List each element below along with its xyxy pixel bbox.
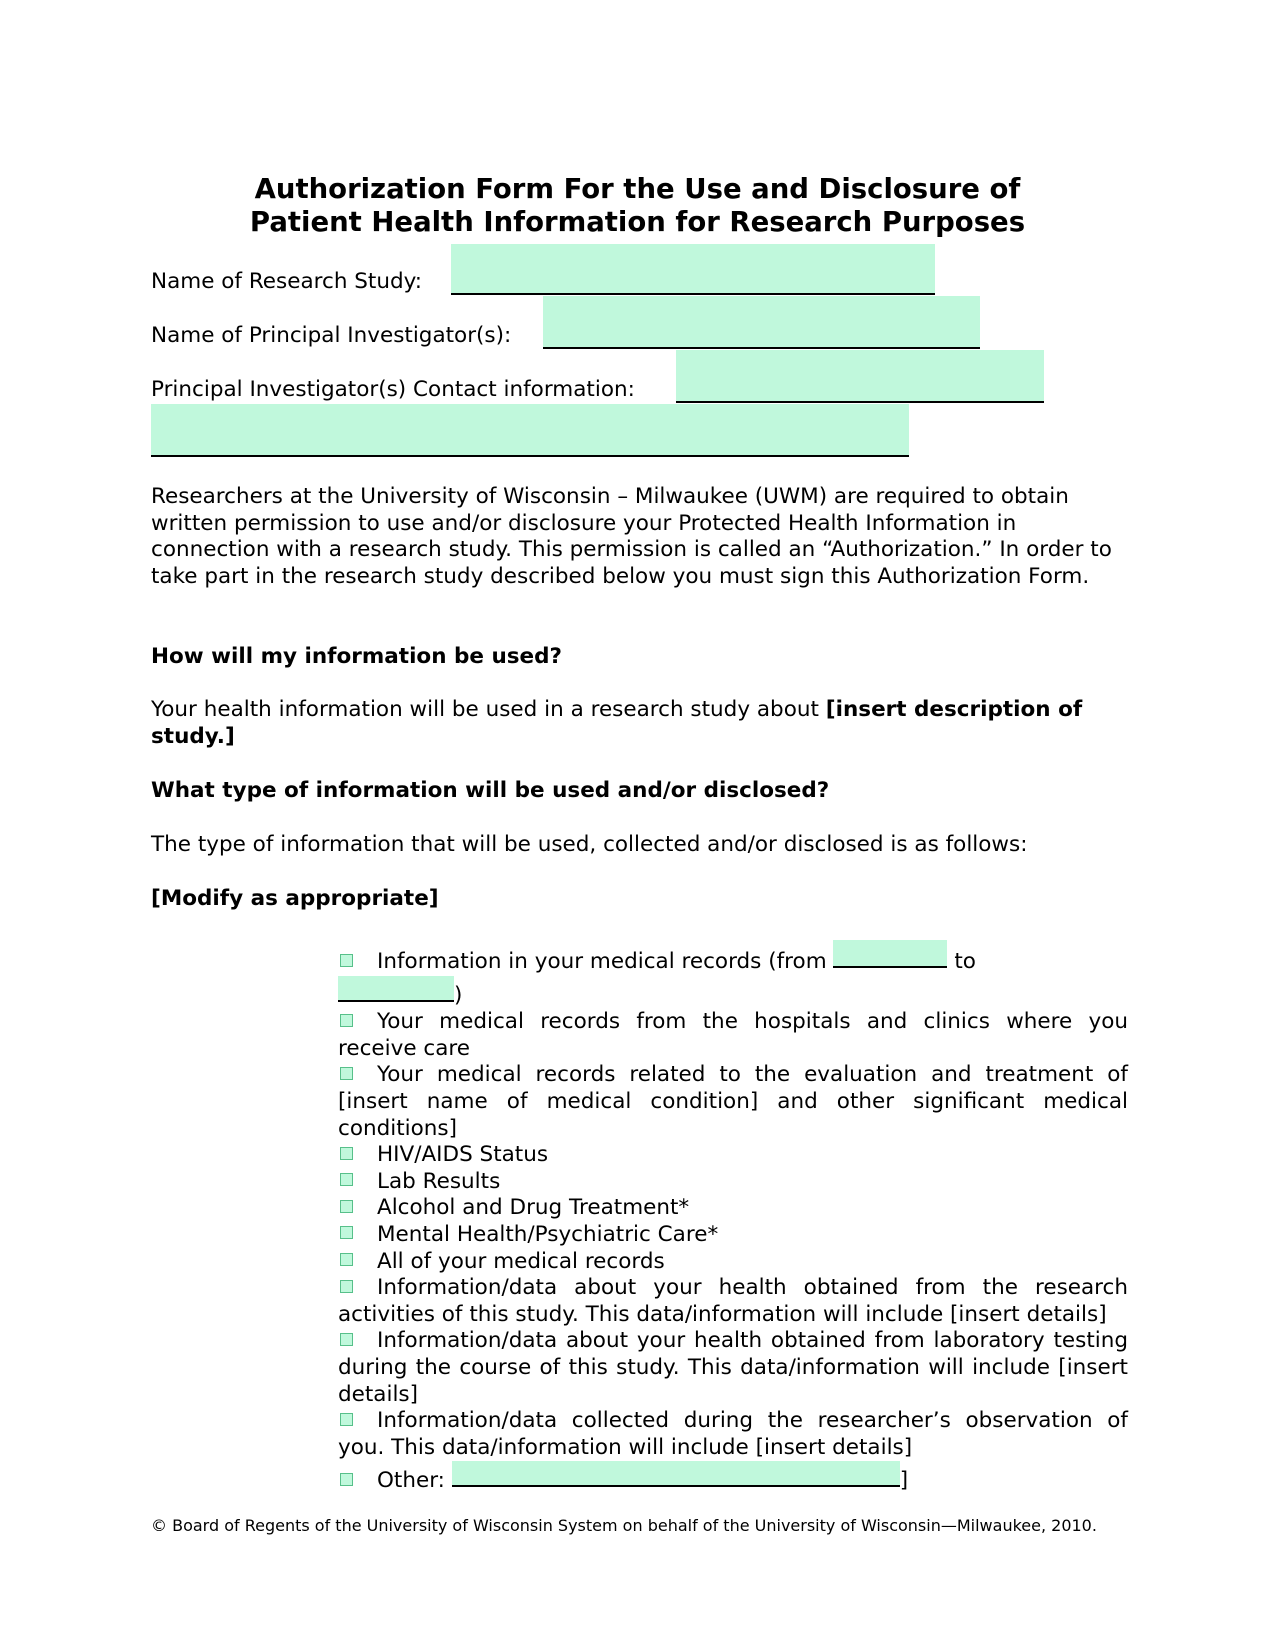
item-label: Lab Results [377,1168,501,1194]
section-type-info [151,778,1126,805]
checkbox-lab-results[interactable] [340,1173,353,1186]
to-date-field[interactable] [338,976,454,1002]
item-label: HIV/AIDS Status [377,1142,549,1168]
modify-note-block [151,886,1126,913]
checkbox-medical-records-range[interactable] [340,954,353,967]
list-item [338,1142,1128,1169]
pi-contact-field[interactable] [676,350,1044,403]
list-item [338,1461,1128,1495]
checkbox-hospital-records[interactable] [340,1014,353,1027]
study-name-label: Name of Research Study: [151,269,423,294]
list-item [338,1249,1128,1276]
from-date-field[interactable] [833,940,947,968]
document-title [0,173,1275,239]
item-label: All of your medical records [377,1248,665,1274]
list-item [338,940,1128,1009]
list-item [338,1222,1128,1249]
checkbox-hiv-status[interactable] [340,1147,353,1160]
copyright-footer: © Board of Regents of the University of Wisconsin System on behalf of the University of Wisconsin—Milwaukee, 2010. [151,1516,1097,1535]
other-field[interactable] [452,1461,900,1487]
list-item [338,1009,1128,1062]
item-label: Information/data about your health obtained from laboratory testing during the course of this study. This data/information will include [insert details] [338,1328,1128,1407]
modify-note: [Modify as appropriate] [151,886,439,911]
study-name-field[interactable] [451,244,935,295]
item-label: Information/data collected during the researcher’s observation of you. This data/information will include [insert details] [338,1408,1128,1460]
item-label-close: ] [899,1468,909,1494]
intro-paragraph [151,484,1126,590]
item-label: Other: [377,1468,445,1494]
info-type-checklist [338,940,1128,1495]
section-how-used-heading: How will my information be used? [151,644,562,669]
section-type-info-heading: What type of information will be used and/or disclosed? [151,778,830,803]
intro-text: Researchers at the University of Wisconsin – Milwaukee (UWM) are required to obtain written permission to use and/or disclosure your Protected Health Information in connection with a research study. This permission is called an “Authorization.” In order to take part in the research study described below you must sign this Authorization Form. [151,484,1112,589]
item-label: Your medical records related to the evaluation and treatment of [insert name of medical condition] and other significant medical conditions] [338,1062,1128,1141]
list-item [338,1275,1128,1328]
pi-contact-field-line-2[interactable] [151,404,909,457]
list-item [338,1408,1128,1461]
item-label: Mental Health/Psychiatric Care* [377,1221,719,1247]
item-label-close: ) [454,982,463,1008]
checkbox-alcohol-drug[interactable] [340,1200,353,1213]
list-item [338,1195,1128,1222]
pi-name-label: Name of Principal Investigator(s): [151,323,512,348]
section-how-used-text-bold: [insert description of study.] [151,697,1083,749]
checkbox-all-records[interactable] [340,1253,353,1266]
section-how-used [151,644,1126,671]
item-label-to: to [954,949,976,974]
section-type-info-text: The type of information that will be used, collected and/or disclosed is as follows: [151,832,1028,857]
title-line-2: Patient Health Information for Research Purposes [249,206,1026,238]
checkbox-lab-testing[interactable] [340,1333,353,1346]
pi-name-field[interactable] [543,296,980,349]
list-item [338,1062,1128,1142]
title-line-1: Authorization Form For the Use and Disclosure of [254,173,1021,205]
section-how-used-text: Your health information will be used in a research study about [151,697,826,722]
item-label: Your medical records from the hospitals and clinics where you receive care [338,1009,1128,1061]
checkbox-research-activities[interactable] [340,1280,353,1293]
item-label: Information/data about your health obtained from the research activities of this study. This data/information will include [insert details] [338,1275,1128,1327]
list-item [338,1169,1128,1196]
checkbox-condition-records[interactable] [340,1067,353,1080]
checkbox-mental-health[interactable] [340,1226,353,1239]
item-label: Information in your medical records (from [377,949,827,974]
checkbox-observation[interactable] [340,1413,353,1426]
list-item [338,1328,1128,1408]
section-how-used-body [151,697,1126,750]
pi-contact-label: Principal Investigator(s) Contact information: [151,377,635,402]
section-type-info-body [151,832,1126,859]
checkbox-other[interactable] [340,1473,353,1486]
item-label: Alcohol and Drug Treatment* [377,1195,690,1221]
